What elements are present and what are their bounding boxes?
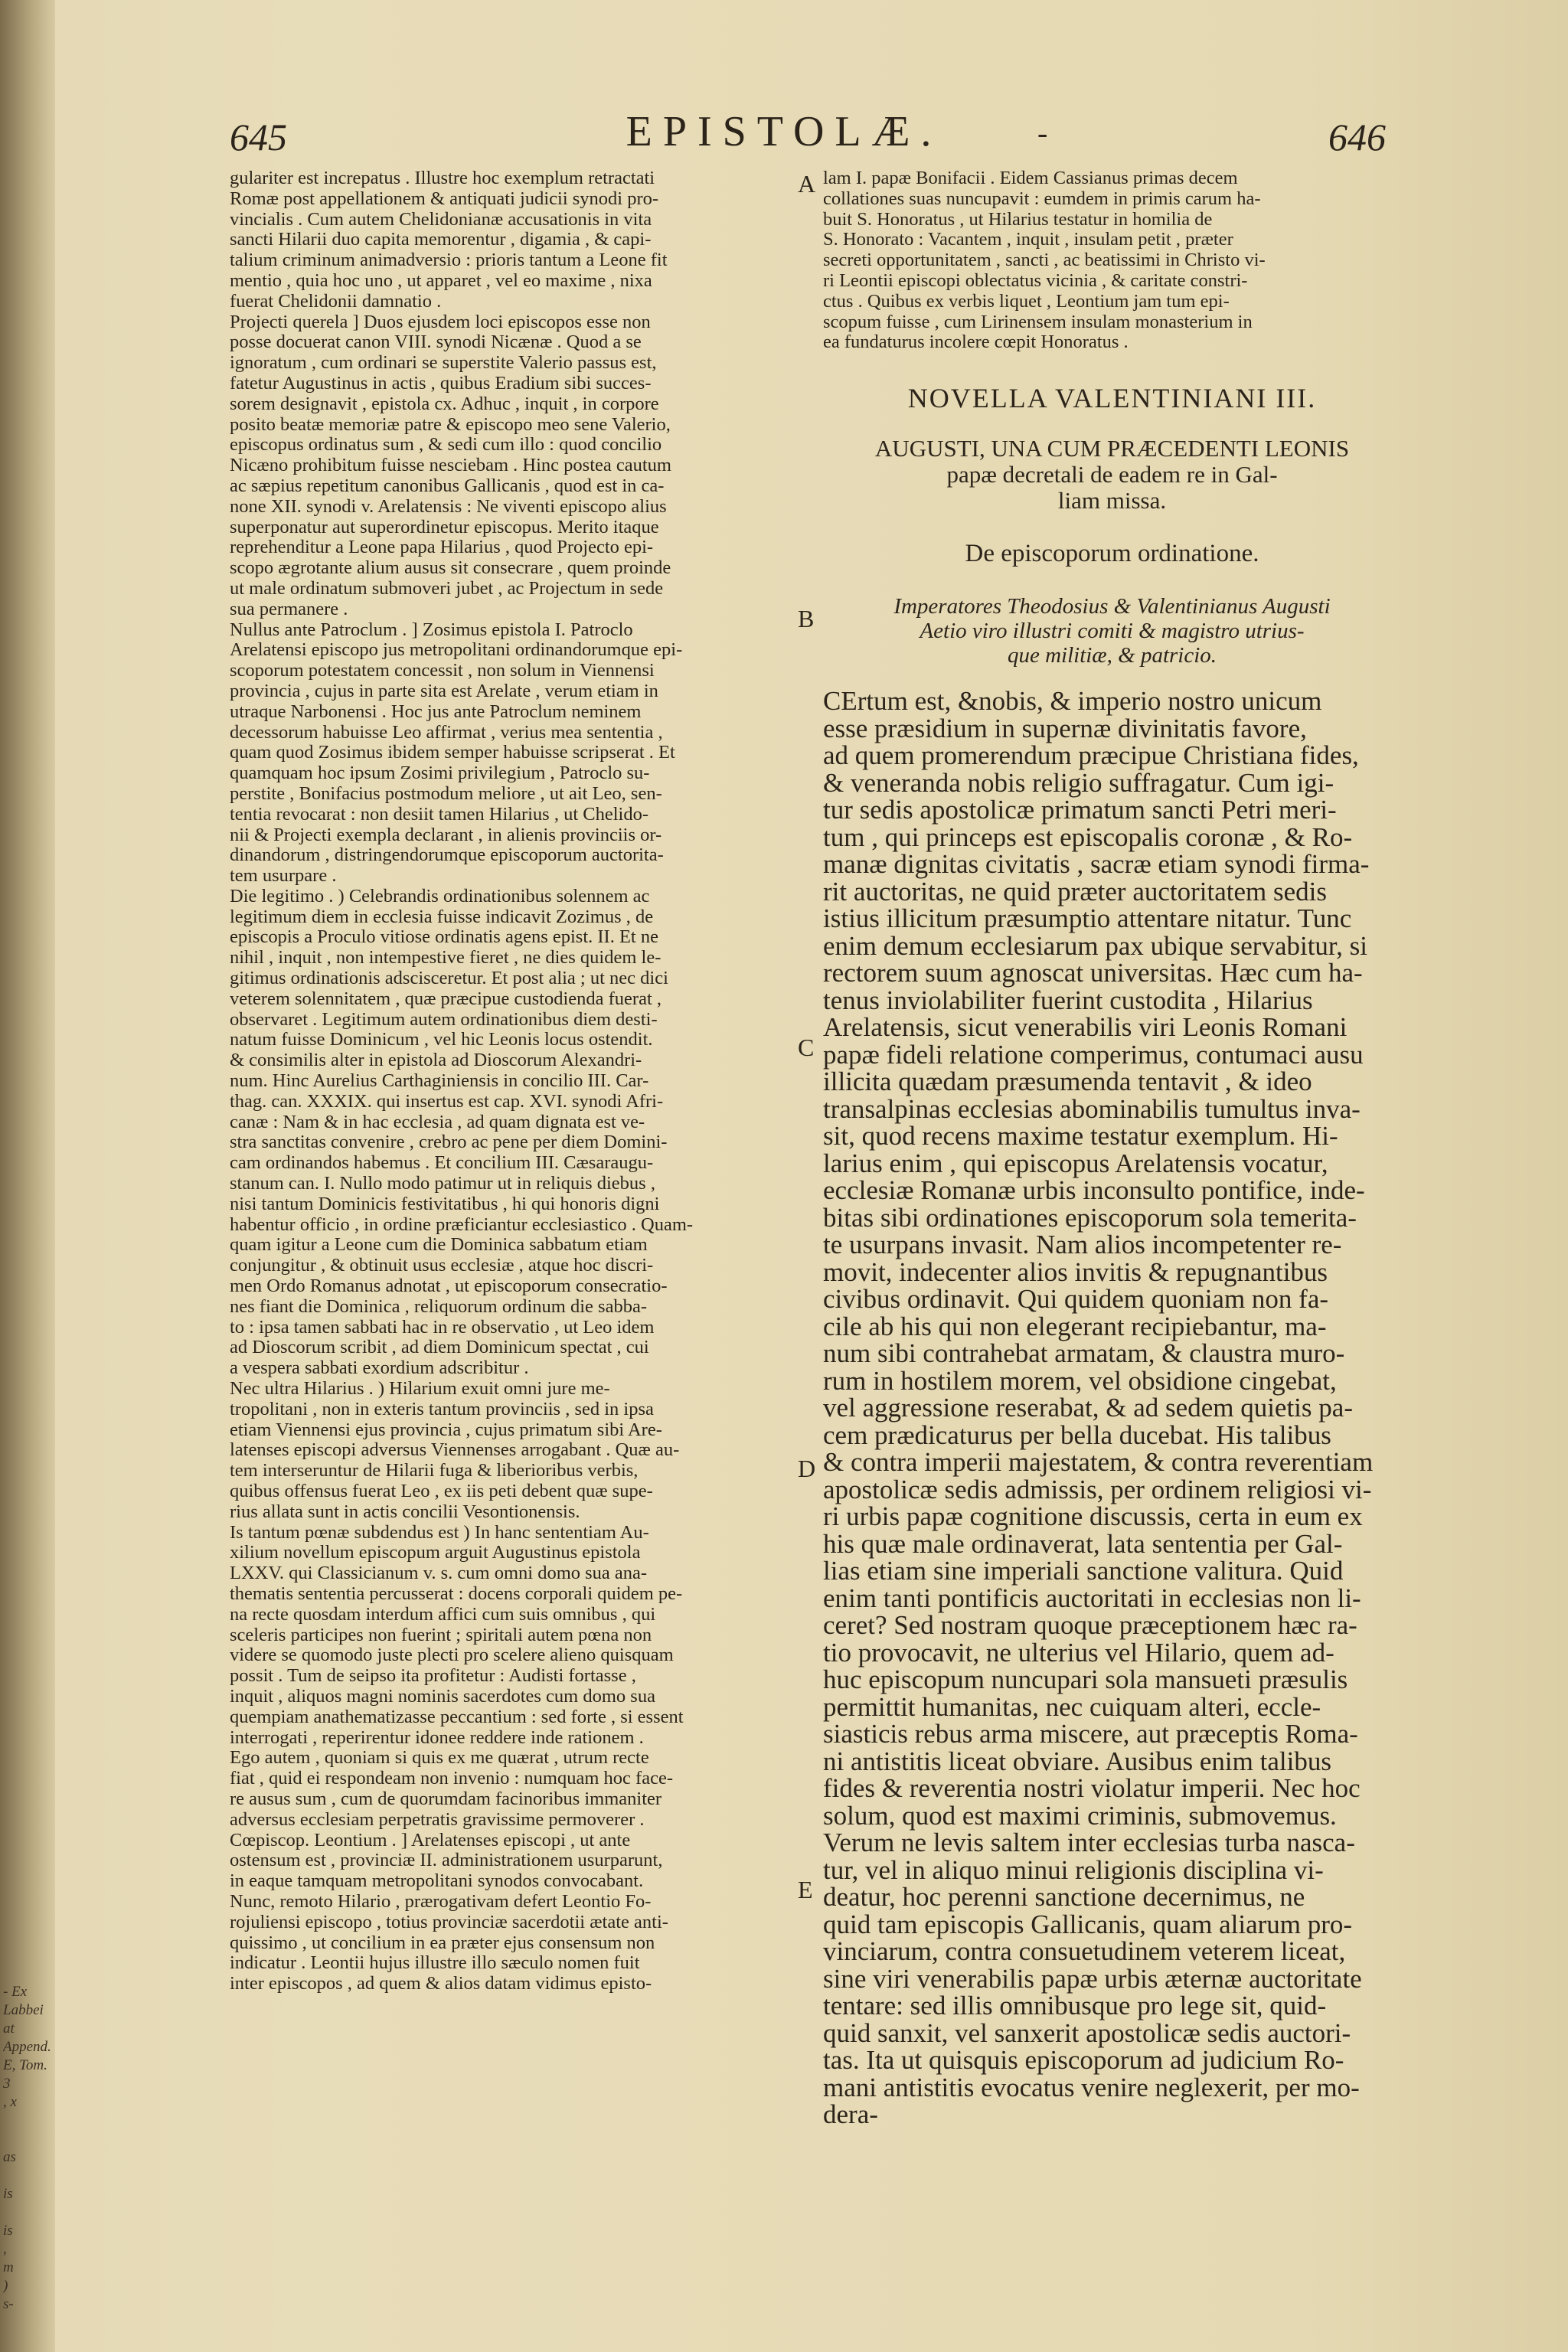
emperor-address: Imperatores Theodosius & Valentinianus Augusti Aetio viro illustri comiti & magistro utrius- que militiæ, & patricio. [893, 594, 1331, 668]
right-column-top-text: lam I. papæ Bonifacii . Eidem Cassianus primas decem collationes suas nuncupavit : eumdem in primis carum ha- buit S. Honoratus , ut Hilarius testatur in homilia de S. Honorato : Vacantem , inquit , insulam petit , præter secreti opportunitatem , sancti , ac beatissimi in Christo vi- ri Leontii episcopi oblectatus vicinia , & caritate constri- ctus . Quibus ex verbis liquet , Leontium jam tum epi- scopum fuisse , cum Lirinensem insulam monasterium in ea fundaturus incolere cœpit Honoratus . [823, 168, 1266, 353]
right-page-number: 646 [1328, 116, 1386, 158]
novella-body-text: CErtum est, &nobis, & imperio nostro unicum esse præsidium in supernæ divinitatis favore, ad quem promerendum præcipue Christiana fides, & veneranda nobis religio suffragatur. Cum igi- tur sedis apostolicæ primatum sancti Petri meri- tum , qui princeps est episcopalis coronæ , & Ro- manæ dignitas civitatis , sacræ etiam synodi firma- rit auctoritas, ne quid præter auctoritatem sedis istius illicitum præsumptio attentare nitatur. Tunc enim demum ecclesiarum pax ubique servabitur, si rectorem suum agnoscat universitas. Hæc cum ha- tenus inviolabiliter fuerint custodita , Hilarius Arelatensis, sicut venerabilis viri Leonis Romani papæ fideli relatione comperimus, contumaci ausu illicita quædam præsumenda tentavit , & ideo transalpinas ecclesias abominabilis tumultus inva- sit, quod recens maxime testatur exemplum. Hi- larius enim , qui episcopus Arelatensis vocatur, ecclesiæ Romanæ urbis inconsulto pontifice, inde- bitas sibi ordinationes episcoporum sola temerita- te usurpans invasit. Nam alios incompetenter re- movit, indecenter alios invitis & repugnantibus civibus ordinavit. Qui quidem quoniam non fa- cile ab his qui non elegerant recipiebantur, ma- num sibi contrahebat armatam, & claustra muro- rum in hostilem morem, vel obsidione cingebat, vel aggressione reserabat, & ad sedem quietis pa- cem prædicaturus per bella ducebat. His talibus & contra imperii majestatem, & contra reverentiam apostolicæ sedis admissis, per ordinem religiosi vi- ri urbis papæ cognitione discussis, certa in eum ex his quæ male ordinaverat, lata sententia per Gal- lias etiam sine imperiali sanctione valitura. Quid enim tanti pontificis auctoritati in ecclesias non li- ceret? Sed nostram quoque præceptionem hæc ra- tio provocavit, ne ulterius vel Hilario, quem ad- huc episcopum nuncupari sola mansueti præsulis permittit humanitas, nec cuiquam alteri, eccle- siasticis rebus arma miscere, aut præceptis Roma- ni antistitis liceat obviare. Ausibus enim talibus fides & reverentia nostri violatur imperii. Nec hoc solum, quod est maximi criminis, submovemus. Verum ne levis saltem inter ecclesias turba nasca- tur, vel in aliquo minui religionis disciplina vi- deatur, hoc perenni sanctione decernimus, ne quid tam episcopis Gallicanis, quam aliarum pro- vinciarum, contra consuetudinem veterem liceat, sine viri venerabilis papæ urbis æternæ auctoritate tentare: sed illis omnibusque pro lege sit, quid- quid sanxit, vel sanxerit apostolicæ sedis auctori- tas. Ita ut quisquis episcoporum ad judicium Ro- mani antistitis evocatus venire neglexerit, per mo- dera- [823, 686, 1374, 2130]
left-column [230, 168, 789, 2320]
margin-letter-c: C [798, 1034, 815, 1061]
margin-letter-b: B [798, 605, 815, 632]
gutter-note: - Ex Labbei at Append. E, Tom. 3 , x as is is , m ) s- [3, 1984, 51, 2312]
novella-sub-heading: AUGUSTI, UNA CUM PRÆCEDENTI LEONIS papæ decretali de eadem re in Gal- liam missa. [874, 435, 1350, 514]
margin-letter-a: A [798, 170, 816, 198]
margin-letter-d: D [798, 1455, 816, 1482]
header-mark: - [1037, 116, 1048, 150]
novella-heading: NOVELLA VALENTINIANI III. [907, 383, 1317, 414]
running-title: EPISTOLÆ. [626, 108, 942, 155]
section-title: De episcoporum ordinatione. [965, 540, 1259, 568]
margin-letter-e: E [798, 1876, 813, 1903]
left-page-number: 645 [230, 116, 287, 158]
right-column [823, 168, 1401, 2320]
left-column-text: gulariter est increpatus . Illustre hoc exemplum retractati Romæ post appellationem & antiquati judicii synodi pro- vincialis . Cum autem Chelidonianæ accusationis in vita sancti Hilarii duo capita memorentur , digamia , & capi- talium criminum animadversio : prioris tantum a Leone fit mentio , quia hoc uno , ut apparet , vel eo maxime , nixa fuerat Chelidonii damnatio . Projecti querela ] Duos ejusdem loci episcopos esse non posse docuerat canon VIII. synodi Nicænæ . Quod a se ignoratum , cum ordinari se superstite Valerio passus est, fatetur Augustinus in actis , quibus Eradium sibi succes- sorem designavit , epistola cx. Adhuc , inquit , in corpore posito beatæ memoriæ patre & episcopo meo sene Valerio, episcopus ordinatus sum , & sedi cum illo : quod concilio Nicæno prohibitum fuisse nesciebam . Hinc postea cautum ac sæpius repetitum canonibus Gallicanis , quod est in ca- none XII. synodi v. Arelatensis : Ne viventi episcopo alius superponatur aut superordinetur episcopus. Merito itaque reprehenditur a Leone papa Hilarius , quod Projecto epi- scopo ægrotante alium ausus sit consecrare , quem proinde ut male ordinatum submoveri jubet , ac Projectum in sede sua permanere . Nullus ante Patroclum . ] Zosimus epistola I. Patroclo Arelatensi episcopo jus metropolitani ordinandorumque epi- scoporum potestatem concessit , non solum in Viennensi provincia , cujus in parte sita est Arelate , verum etiam in utraque Narbonensi . Hoc jus ante Patroclum neminem decessorum habuisse Leo affirmat , verius mea sententia , quam quod Zosimus ibidem semper habuisse scripserat . Et quamquam hoc ipsum Zosimi privilegium , Patroclo su- perstite , Bonifacius postmodum meliore , ut ait Leo, sen- tentia revocarat : non desiit tamen Hilarius , ut Chelido- nii & Projecti exempla declarant , in alienis provinciis or- dinandorum , distringendorumque episcoporum auctorita- tem usurpare . Die legitimo . ) Celebrandis ordinationibus solennem ac legitimum diem in ecclesia fuisse indicavit Zozimus , de episcopis a Proculo vitiose ordinatis agens epist. II. Et ne nihil , inquit , non intempestive fieret , ne dies quidem le- gitimus ordinationis adscisceretur. Et post alia ; ut nec dici veterem solennitatem , quæ præcipue custodienda fuerat , observaret . Legitimum autem ordinationibus diem desti- natum fuisse Dominicum , vel hic Leonis locus ostendit. & consimilis alter in epistola ad Dioscorum Alexandri- num. Hinc Aurelius Carthaginiensis in concilio III. Car- thag. can. XXXIX. qui insertus est cap. XVI. synodi Afri- canæ : Nam & in hac ecclesia , ad quam dignata est ve- stra sanctitas convenire , crebro ac pene per diem Domini- cam ordinandos habemus . Et concilium III. Cæsaraugu- stanum can. I. Nullo modo patimur ut in reliquis diebus , nisi tantum Dominicis festivitatibus , hi qui honoris digni habentur officio , in ordine præficiantur ecclesiastico . Quam- quam igitur a Leone cum die Dominica sabbatum etiam conjungitur , & obtinuit usus ecclesiæ , atque hoc discri- men Ordo Romanus adnotat , ut episcoporum consecratio- nes fiant die Dominica , reliquorum ordinum die sabba- to : ipsa tamen sabbati hac in re observatio , ut Leo idem ad Dioscorum scribit , ad diem Dominicum spectat , cui a vespera sabbati exordium adscribitur . Nec ultra Hilarius . ) Hilarium exuit omni jure me- tropolitani , non in exteris tantum provinciis , sed in ipsa etiam Viennensi ejus provincia , cujus primatum sibi Are- latenses episcopi adversus Viennenses arrogabant . Quæ au- tem interseruntur de Hilarii fuga & liberioribus verbis, quibus offensus fuerat Leo , ex iis peti debent quæ supe- rius allata sunt in actis concilii Vesontionensis. Is tantum pœnæ subdendus est ) In hanc sententiam Au- xilium novellum episcopum arguit Augustinus epistola LXXV. qui Classicianum v. s. cum omni domo sua ana- thematis sententia percusserat : docens corporali quidem pe- na recte quosdam interdum affici cum suis omnibus , qui sceleris participes non fuerint ; spiritali autem pœna non videre se quomodo juste plecti pro scelere alieno quisquam possit . Tum de seipso ita profitetur : Audisti fortasse , inquit , aliquos magni nominis sacerdotes cum domo sua quempiam anathematizasse peccantium : sed forte , si essent interrogati , reperirentur idonee reddere inde rationem . Ego autem , quoniam si quis ex me quærat , utrum recte fiat , quid ei respondeam non invenio : numquam hoc face- re ausus sum , cum de quorumdam facinoribus immaniter adversus ecclesiam perpetratis gravissime permoverer . Cœpiscop. Leontium . ] Arelatenses episcopi , ut ante ostensum est , provinciæ II. administrationem usurparunt, in eaque tamquam metropolitani synodos convocabant. Nunc, remoto Hilario , prærogativam defert Leontio Fo- rojuliensi episcopo , totius provinciæ sacerdotii ætate anti- quissimo , ut concilium in ea præter ejus consensum non indicatur . Leontii hujus illustre illo sæculo nomen fuit inter episcopos , ad quem & alios datam vidimus episto- [230, 168, 694, 1994]
binding-gutter [0, 0, 55, 2352]
